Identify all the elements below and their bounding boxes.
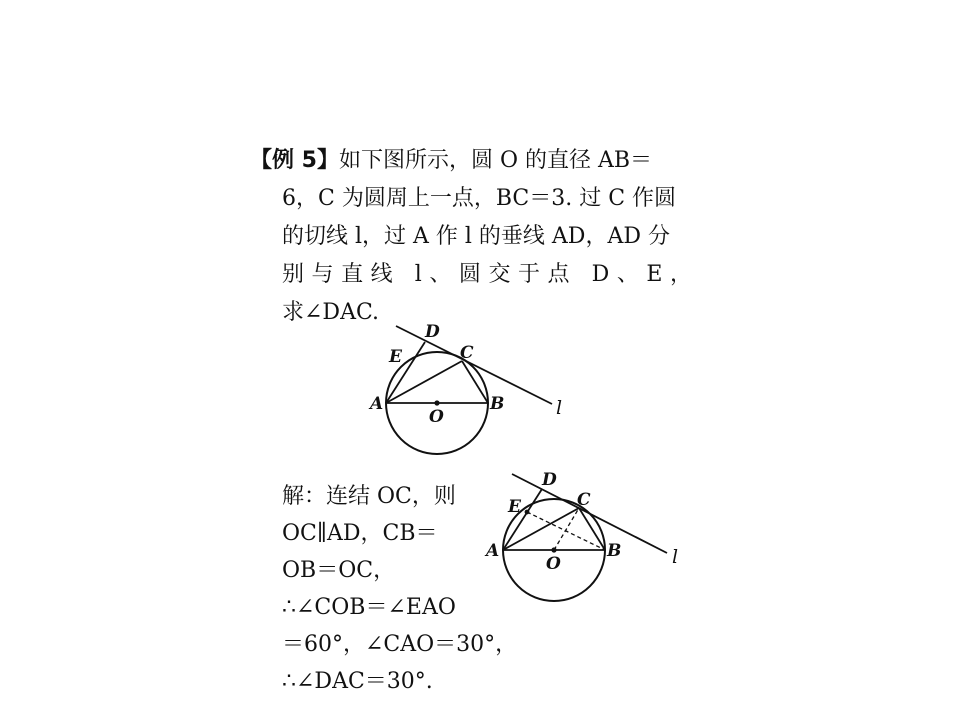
problem-line-3: 的切线 l，过 A 作 l 的垂线 AD，AD 分	[282, 224, 670, 249]
problem-line-5: 求∠DAC.	[282, 300, 380, 325]
label-b: B	[490, 394, 505, 414]
label-l-2: l	[672, 546, 679, 568]
label-e: E	[389, 347, 402, 367]
geometry-figure-2	[484, 470, 678, 601]
label-o: O	[429, 407, 444, 427]
label-d: D	[425, 322, 440, 342]
tangent-line-l-2	[512, 474, 667, 553]
label-o-2: O	[546, 554, 561, 574]
solution-line-5: ＝60°，∠CAO＝30°，	[282, 632, 518, 657]
label-e-2: E	[508, 497, 521, 517]
problem-line-2: 6，C 为圆周上一点，BC＝3. 过 C 作圆	[282, 186, 677, 211]
label-c: C	[460, 343, 474, 363]
problem-text-4: 别与直线 l、圆交于点 D、E，	[282, 262, 692, 287]
example-label: 【例 5】	[250, 148, 339, 173]
label-a-2: A	[486, 541, 500, 561]
solution-line-6: ∴∠DAC＝30°.	[282, 669, 433, 694]
solution-line-4: ∴∠COB＝∠EAO	[282, 595, 456, 620]
label-d-2: D	[542, 470, 557, 490]
tangent-line-l	[396, 326, 552, 404]
center-point-o-2	[551, 547, 556, 552]
label-a: A	[370, 394, 384, 414]
problem-text-1: 如下图所示，圆 O 的直径 AB＝	[338, 148, 653, 173]
solution-line-1: 解：连结 OC，则	[282, 484, 456, 509]
label-b-2: B	[607, 541, 622, 561]
center-point-o	[434, 400, 439, 405]
label-l: l	[556, 397, 563, 419]
solution-line-3: OB＝OC，	[282, 558, 396, 583]
label-c-2: C	[577, 490, 591, 510]
point-e-2	[525, 510, 530, 515]
chord-ac	[386, 361, 462, 403]
solution	[282, 478, 518, 700]
solution-line-2: OC∥AD，CB＝	[282, 521, 438, 546]
